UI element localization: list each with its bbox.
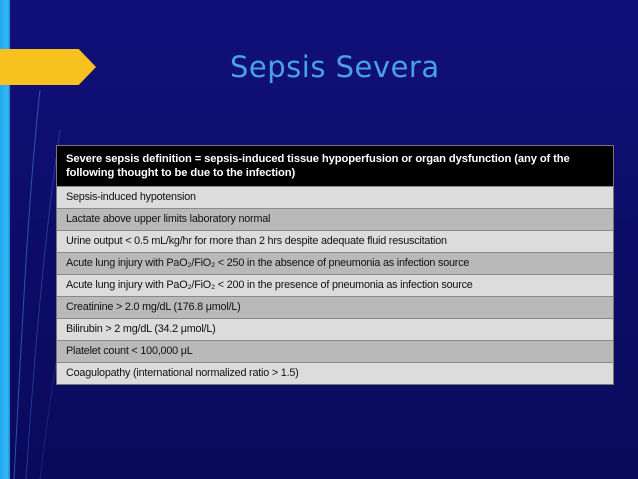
table-cell: Lactate above upper limits laboratory normal [57,209,613,231]
sepsis-table-container [56,145,614,385]
table-cell: Coagulopathy (international normalized ratio > 1.5) [57,363,613,385]
table-cell: Acute lung injury with PaO₂/FiO₂ < 250 in the absence of pneumonia as infection source [57,253,613,275]
table-cell: Bilirubin > 2 mg/dL (34.2 μmol/L) [57,319,613,341]
table-cell: Platelet count < 100,000 μL [57,341,613,363]
table-header-row [57,146,613,187]
table-cell: Creatinine > 2.0 mg/dL (176.8 μmol/L) [57,297,613,319]
table-row [57,319,613,341]
table-row [57,187,613,209]
table-cell: Acute lung injury with PaO₂/FiO₂ < 200 in the presence of pneumonia as infection source [57,275,613,297]
slide-title: Sepsis Severa [230,50,440,84]
table-row [57,253,613,275]
table-row [57,363,613,385]
table-row [57,209,613,231]
table-row [57,231,613,253]
table-cell: Sepsis-induced hypotension [57,187,613,209]
sepsis-definition-table [57,146,613,384]
title-arrow-tab [0,49,96,85]
table-row [57,297,613,319]
table-row [57,341,613,363]
table-cell: Urine output < 0.5 mL/kg/hr for more than 2 hrs despite adequate fluid resuscitation [57,231,613,253]
table-header: Severe sepsis definition = sepsis-induced tissue hypoperfusion or organ dysfunction (any of the following thought to be due to the infection) [57,146,613,187]
table-row [57,275,613,297]
